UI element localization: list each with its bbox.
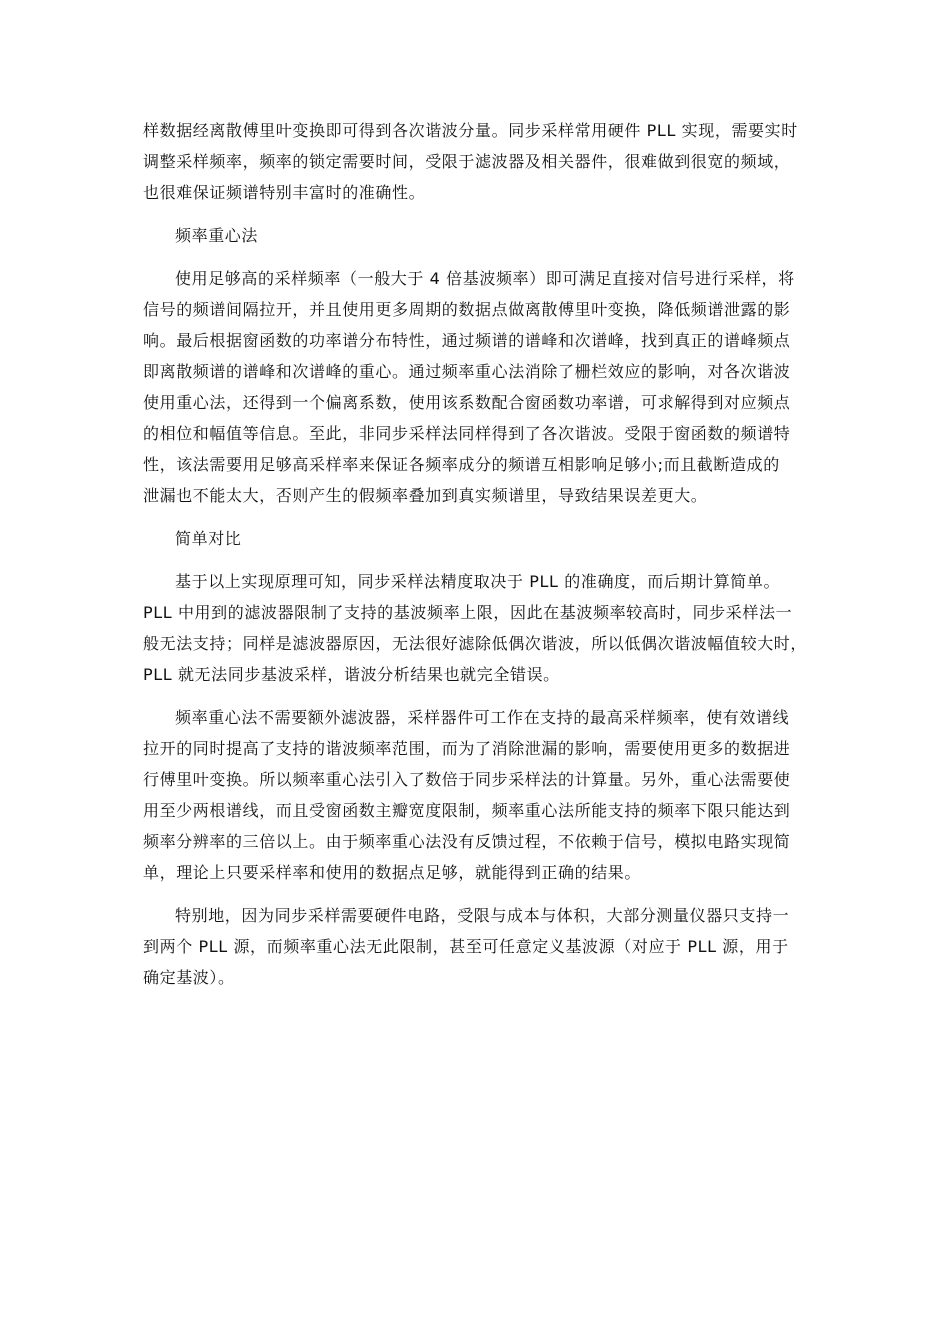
text-line: 泄漏也不能太大，否则产生的假频率叠加到真实频谱里，导致结果误差更大。 <box>143 486 708 505</box>
text-line: 行傅里叶变换。所以频率重心法引入了数倍于同步采样法的计算量。另外，重心法需要使 <box>143 770 791 789</box>
text-line: 样数据经离散傅里叶变换即可得到各次谐波分量。同步采样常用硬件 PLL 实现，需要实时 <box>143 121 798 140</box>
text-line: 频率分辨率的三倍以上。由于频率重心法没有反馈过程，不依赖于信号，模拟电路实现简 <box>143 832 791 851</box>
text-line: PLL 中用到的滤波器限制了支持的基波频率上限，因此在基波频率较高时，同步采样法一 <box>143 603 793 622</box>
paragraph-frequency-centroid <box>143 268 807 516</box>
text-line: 调整采样频率，频率的锁定需要时间，受限于滤波器及相关器件，很难做到很宽的频域， <box>143 152 791 171</box>
text-line: 单，理论上只要采样率和使用的数据点足够，就能得到正确的结果。 <box>143 863 642 882</box>
text-line: 确定基波）。 <box>143 968 235 987</box>
section-heading-simple-comparison: 简单对比 <box>175 529 242 548</box>
text-line: 用至少两根谱线，而且受窗函数主瓣宽度限制，频率重心法所能支持的频率下限只能达到 <box>143 801 791 820</box>
text-line: 响。最后根据窗函数的功率谱分布特性，通过频谱的谱峰和次谱峰，找到真正的谱峰频点 <box>143 331 791 350</box>
text-line: 拉开的同时提高了支持的谐波频率范围，而为了消除泄漏的影响，需要使用更多的数据进 <box>143 739 791 758</box>
text-line: 的相位和幅值等信息。至此，非同步采样法同样得到了各次谐波。受限于窗函数的频谱特 <box>143 424 791 443</box>
text-line: 使用足够高的采样频率（一般大于 4 倍基波频率）即可满足直接对信号进行采样，将 <box>175 269 795 288</box>
text-line: PLL 就无法同步基波采样，谐波分析结果也就完全错误。 <box>143 665 560 684</box>
paragraph-sync-sampling-continued <box>143 120 807 213</box>
paragraph-special-note <box>143 905 807 998</box>
text-line: 也很难保证频谱特别丰富时的准确性。 <box>143 183 426 202</box>
paragraph-comparison-pll <box>143 571 807 695</box>
text-line: 特别地，因为同步采样需要硬件电路，受限与成本与体积，大部分测量仪器只支持一 <box>175 906 790 925</box>
text-line: 频率重心法不需要额外滤波器，采样器件可工作在支持的最高采样频率，使有效谱线 <box>175 708 790 727</box>
section-heading-frequency-centroid: 频率重心法 <box>175 226 259 245</box>
text-line: 基于以上实现原理可知，同步采样法精度取决于 PLL 的准确度，而后期计算简单。 <box>175 572 781 591</box>
text-line: 信号的频谱间隔拉开，并且使用更多周期的数据点做离散傅里叶变换，降低频谱泄露的影 <box>143 300 791 319</box>
paragraph-comparison-centroid <box>143 707 807 893</box>
text-line: 即离散频谱的谱峰和次谱峰的重心。通过频率重心法消除了栅栏效应的影响，对各次谐波 <box>143 362 791 381</box>
text-line: 使用重心法，还得到一个偏离系数，使用该系数配合窗函数功率谱，可求解得到对应频点 <box>143 393 791 412</box>
text-line: 般无法支持；同样是滤波器原因，无法很好滤除低偶次谐波，所以低偶次谐波幅值较大时， <box>143 634 808 653</box>
text-line: 性，该法需要用足够高采样率来保证各频率成分的频谱互相影响足够小;而且截断造成的 <box>143 455 780 474</box>
text-line: 到两个 PLL 源，而频率重心法无此限制，甚至可任意定义基波源（对应于 PLL 源，用于 <box>143 937 789 956</box>
